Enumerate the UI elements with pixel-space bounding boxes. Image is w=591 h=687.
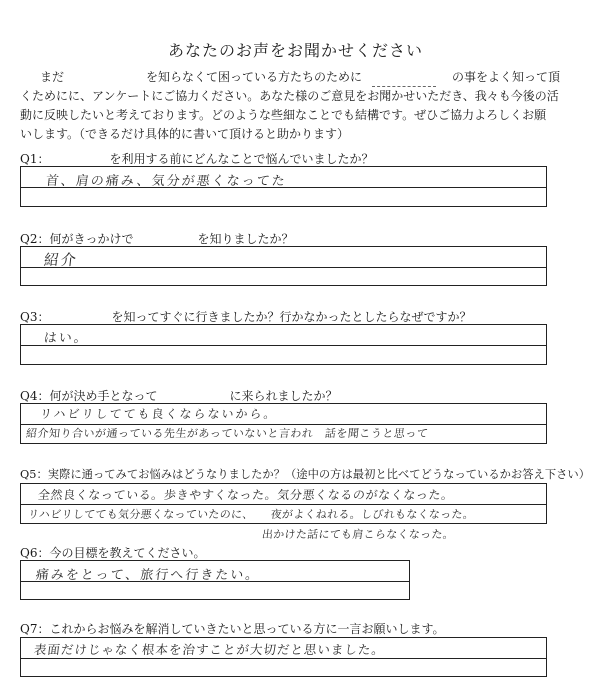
- answer-5-line-3: 出かけた話にても肩こらなくなった。: [261, 528, 455, 541]
- answer-2-line-1: 紹介: [43, 251, 79, 269]
- answer-4-line-1: リハビリしてても良くならないから。: [39, 407, 279, 421]
- page-title: あなたのお声をお聞かせください: [167, 41, 423, 60]
- answer-7-line-1: 表面だけじゃなく根本を治すことが大切だと思いました。: [33, 642, 386, 657]
- answer-box-2[interactable]: [20, 246, 547, 286]
- intro-line-2: くためにに、アンケートにご協力ください。あなた様のご意見をお聞かせいただき、我々も今後の活: [20, 89, 559, 103]
- question-3: Q3： を知ってすぐに行きましたか？行かなかったとしたらなぜですか？: [20, 310, 472, 324]
- question-7: Q7：これからお悩みを解消していきたいと思っている方に一言お願いします。: [20, 622, 445, 636]
- answer-box-3[interactable]: [20, 324, 547, 365]
- intro-line-1: まだ を知らなくて困っている方たちのために の事をよく知って頂: [20, 68, 575, 87]
- question-6: Q6：今の目標を教えてください。: [20, 546, 206, 560]
- answer-5-line-1: 全然良くなっている。歩きやすくなった。気分悪くなるのがなくなった。: [37, 488, 455, 502]
- answer-6-line-1: 痛みをとって、旅行へ行きたい。: [35, 568, 262, 583]
- answer-5-line-2: リハビリしてても気分悪くなっていたのに、 夜がよくねれる。しびれもなくなった。: [27, 508, 475, 521]
- question-1: Q1： を利用する前にどんなことで悩んでいましたか？: [20, 152, 374, 166]
- question-4: Q4：何が決め手となって に来られましたか？: [20, 389, 338, 403]
- question-5: Q5：実際に通ってみてお悩みはどうなりましたか？（途中の方は最初と比べてどうなっているかお答え下さい）: [20, 468, 591, 481]
- intro-line-4: いします。（できるだけ具体的に書いて頂けると助かります）: [20, 127, 350, 141]
- intro-paragraph: [20, 68, 575, 144]
- answer-1-line-1: 首、肩の痛み、気分が悪くなってた: [45, 174, 288, 189]
- answer-3-line-1: はい。: [43, 331, 90, 346]
- intro-line-3: 動に反映したいと考えております。どのような些細なことでも結構です。ぜひご協力よろしくお願: [20, 108, 547, 122]
- question-2: Q2：何がきっかけで を知りましたか？: [20, 232, 294, 246]
- answer-4-line-2: 紹介知り合いが通っている先生があっていないと言われ 話を聞こうと思って: [25, 427, 430, 440]
